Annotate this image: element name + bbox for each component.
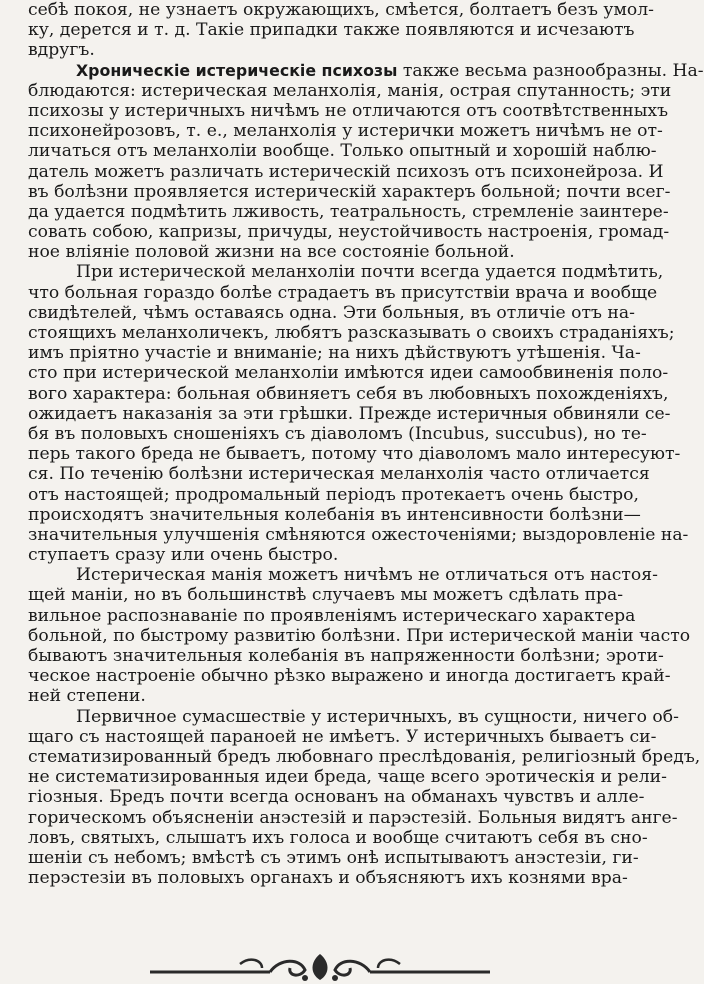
text-line: совать собою, капризы, причуды, неустойчивость настроенія, громад- xyxy=(28,222,670,243)
text-line: стематизированный бредъ любовнаго преслѣдованія, религіозный бредъ, xyxy=(28,746,701,767)
text-line: горическомъ объясненіи анэстезій и парэстезій. Больныя видятъ анге- xyxy=(28,807,678,828)
bold-heading: Хроническіе истерическіе психозы xyxy=(76,60,398,80)
text-line: Первичное сумасшествіе у истеричныхъ, въ сущности, ничего об- xyxy=(76,706,679,727)
text-line: вильное распознаваніе по проявленіямъ истерическаго характера xyxy=(28,605,636,626)
text-line: имъ пріятно участіе и вниманіе; на нихъ дѣйствуютъ утѣшенія. Ча- xyxy=(28,343,641,364)
text-line: бываютъ значительныя колебанія въ напряженности болѣзни; эроти- xyxy=(28,646,664,666)
text-line: больной, по быстрому развитію болѣзни. При истерической маніи часто xyxy=(28,625,691,646)
text-line: личаться отъ меланхоліи вообще. Только опытный и хорошій наблю- xyxy=(28,141,657,162)
paragraph xyxy=(28,262,689,566)
text-line: происходятъ значительныя колебанія въ интенсивности болѣзни— xyxy=(28,504,641,525)
text-line: стоящихъ меланхоличекъ, любятъ разсказывать о своихъ страданіяхъ; xyxy=(28,323,675,343)
body-text xyxy=(28,0,704,889)
text-line: свидѣтелей, чѣмъ оставаясь одна. Эти больныя, въ отличіе отъ на- xyxy=(28,302,635,323)
text-line: ное вліяніе половой жизни на все состояніе больной. xyxy=(28,242,515,263)
text-line: психозы у истеричныхъ ничѣмъ не отличаются отъ соотвѣтственныхъ xyxy=(28,100,669,121)
text-line: психонейрозовъ, т. е., меланхолія у истерички можетъ ничѣмъ не от- xyxy=(28,121,663,142)
paragraph xyxy=(28,565,691,707)
text-line: щей маніи, но въ большинствѣ случаевъ мы можетъ сдѣлать пра- xyxy=(28,585,624,606)
text-line: не систематизированныя идеи бреда, чаще всего эротическія и рели- xyxy=(28,767,667,788)
text-line: ческое настроеніе обычно рѣзко выражено и иногда достигаетъ край- xyxy=(28,666,671,687)
text-line: ловъ, святыхъ, слышатъ ихъ голоса и вообще считаютъ себя въ сно- xyxy=(28,827,648,848)
paragraph xyxy=(28,706,701,889)
paragraph xyxy=(28,0,654,61)
paragraph xyxy=(28,60,704,263)
text-line: перь такого бреда не бываетъ, потому что діаволомъ мало интересуют- xyxy=(28,444,681,465)
text-line: перэстезіи въ половыхъ органахъ и объясняютъ ихъ кознями вра- xyxy=(28,868,628,889)
text-line: Хроническіе истерическіе психозы также весьма разнообразны. На- xyxy=(76,60,704,81)
text-line: шеніи съ небомъ; вмѣстѣ съ этимъ онѣ испытываютъ анэстезіи, ги- xyxy=(28,847,639,868)
text-line: датель можетъ различать истерическій психозъ отъ психонейроза. И xyxy=(28,161,664,182)
text-line: значительныя улучшенія смѣняются ожесточеніями; выздоровленіе на- xyxy=(28,524,689,545)
decorative-scroll-ornament-icon xyxy=(0,950,640,984)
text-line: щаго съ настоящей параноей не имѣетъ. У истеричныхъ бываетъ си- xyxy=(28,726,657,747)
text-line: ней степени. xyxy=(28,686,146,707)
text-line: ожидаетъ наказанія за эти грѣшки. Прежде истеричныя обвиняли се- xyxy=(28,403,671,424)
text-line: вдругъ. xyxy=(28,40,95,61)
text-line: вого характера: больная обвиняетъ себя въ любовныхъ похожденіяхъ, xyxy=(28,383,669,404)
text-line: сто при истерической меланхоліи имѣются идеи самообвиненія поло- xyxy=(28,363,669,384)
text-line: ступаетъ сразу или очень быстро. xyxy=(28,545,339,566)
text-line: бя въ половыхъ сношеніяхъ съ діаволомъ (Incubus, succubus), но те- xyxy=(28,423,647,444)
text-line: Истерическая манія можетъ ничѣмъ не отличаться отъ настоя- xyxy=(76,565,658,586)
text-line: ся. По теченію болѣзни истерическая меланхолія часто отличается xyxy=(28,464,650,485)
text-line: себѣ покоя, не узнаетъ окружающихъ, смѣется, болтаетъ безъ умол- xyxy=(28,0,654,20)
text-line: отъ настоящей; продромальный періодъ протекаетъ очень быстро, xyxy=(28,484,639,505)
text-line: что больная гораздо болѣе страдаетъ въ присутствіи врача и вообще xyxy=(28,282,658,303)
text-line: При истерической меланхоліи почти всегда удается подмѣтить, xyxy=(76,262,664,283)
text-line: гіозныя. Бредъ почти всегда основанъ на обманахъ чувствъ и алле- xyxy=(28,787,645,808)
text-line: да удается подмѣтить лживость, театральность, стремленіе заинтере- xyxy=(28,201,669,222)
text-line: въ болѣзни проявляется истерическій характеръ больной; почти всег- xyxy=(28,181,671,202)
text-line: блюдаются: истерическая меланхолія, манія, острая спутанность; эти xyxy=(28,80,672,101)
text-line: ку, дерется и т. д. Такіе припадки также появляются и исчезаютъ xyxy=(28,20,635,41)
